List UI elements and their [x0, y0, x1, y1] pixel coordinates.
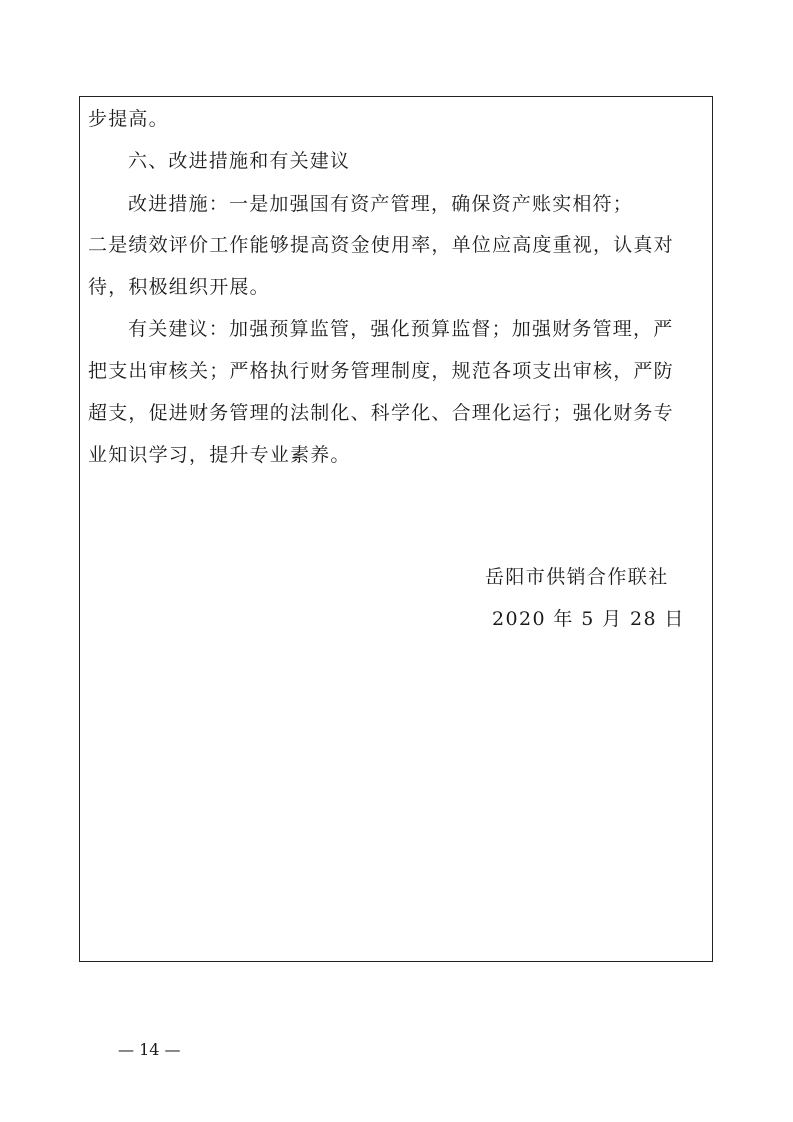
signature-organization: 岳阳市供销合作联社 [485, 566, 669, 588]
paragraph-line: 二是绩效评价工作能够提高资金使用率，单位应高度重视，认真对 [88, 234, 674, 256]
paragraph-line: 超支，促进财务管理的法制化、科学化、合理化运行；强化财务专 [88, 402, 674, 424]
paragraph-line: 业知识学习，提升专业素养。 [88, 444, 351, 466]
paragraph-line: 有关建议：加强预算监管，强化预算监督；加强财务管理，严 [128, 318, 674, 340]
paragraph-line: 改进措施：一是加强国有资产管理，确保资产账实相符； [128, 193, 634, 215]
paragraph-line: 待，积极组织开展。 [88, 276, 270, 298]
content-frame [79, 96, 713, 962]
section-heading: 六、改进措施和有关建议 [128, 150, 351, 172]
paragraph-line: 步提高。 [88, 108, 169, 130]
paragraph-line: 把支出审核关；严格执行财务管理制度，规范各项支出审核，严防 [88, 360, 674, 382]
page-number: — 14 — [118, 1040, 181, 1059]
signature-date: 2020 年 5 月 28 日 [492, 608, 685, 630]
